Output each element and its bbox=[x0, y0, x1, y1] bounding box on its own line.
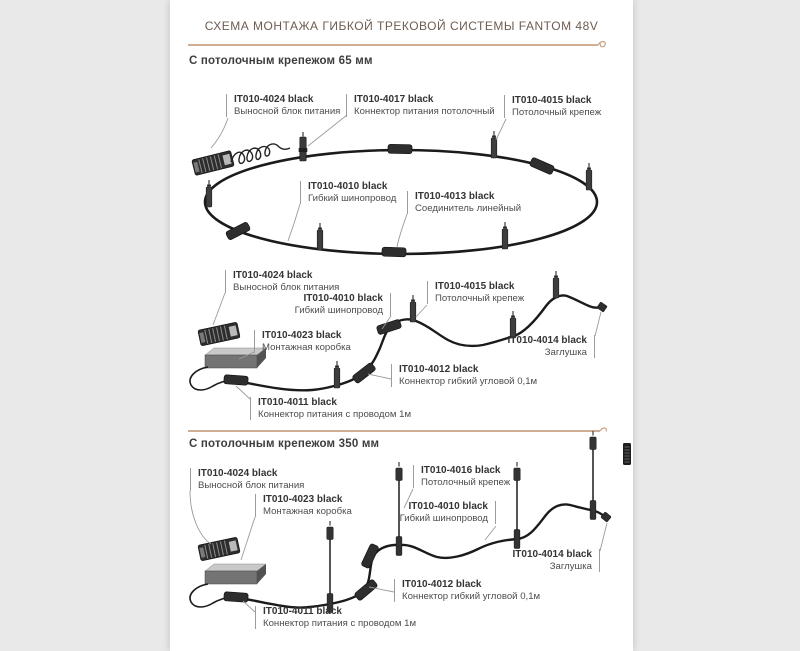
pendant-track-clamp bbox=[514, 530, 520, 549]
part-code: IT010-4015 black bbox=[435, 281, 515, 292]
component-label-corner-connector bbox=[391, 364, 537, 387]
part-desc: Соединитель линейный bbox=[415, 202, 522, 214]
page-title: СХЕМА МОНТАЖА ГИБКОЙ ТРЕКОВОЙ СИСТЕМЫ FANTOM 48V bbox=[204, 19, 599, 33]
component-label-power-connector bbox=[250, 397, 411, 420]
ceiling-mount bbox=[334, 361, 340, 388]
linear-connector bbox=[529, 157, 555, 175]
section-heading-65mm: С потолочным крепежом 65 мм bbox=[189, 55, 373, 67]
part-code: IT010-4014 black bbox=[512, 549, 592, 560]
ceiling-mount bbox=[586, 163, 592, 190]
component-label-flex-track bbox=[300, 181, 396, 204]
component-label-power-supply bbox=[225, 270, 339, 293]
part-desc: Заглушка bbox=[549, 560, 592, 572]
ceiling-mount bbox=[491, 131, 497, 158]
component-label-ceiling-mount bbox=[413, 465, 510, 488]
pendant-mount-head bbox=[396, 462, 402, 481]
component-label-power-supply bbox=[226, 94, 340, 117]
corner-connector bbox=[361, 543, 379, 569]
power-supply-unit bbox=[198, 537, 240, 561]
ceiling-mount bbox=[502, 222, 508, 249]
component-label-linear-connector bbox=[407, 191, 521, 214]
part-desc: Коннектор питания с проводом 1м bbox=[258, 408, 412, 420]
part-code: IT010-4023 black bbox=[263, 494, 343, 505]
section-heading-350mm: С потолочным крепежом 350 мм bbox=[189, 438, 380, 450]
part-code: IT010-4024 black bbox=[233, 270, 313, 281]
component-label-corner-connector bbox=[394, 579, 540, 602]
component-label-mounting-box bbox=[255, 494, 352, 517]
part-desc: Потолочный крепеж bbox=[512, 106, 602, 118]
power-supply-unit bbox=[192, 150, 235, 175]
part-desc: Коннектор гибкий угловой 0,1м bbox=[399, 375, 538, 387]
ceiling-power-connector bbox=[299, 132, 308, 161]
part-code: IT010-4012 black bbox=[399, 364, 479, 375]
component-label-flex-track bbox=[400, 501, 496, 524]
part-code: IT010-4010 black bbox=[303, 293, 383, 304]
divider-line-middle bbox=[188, 428, 606, 431]
part-desc: Гибкий шинопровод bbox=[308, 192, 397, 204]
linear-connector bbox=[388, 144, 412, 153]
power-connector-cord bbox=[224, 375, 249, 386]
barcode-sticker bbox=[623, 443, 631, 465]
power-connector-cord bbox=[224, 592, 249, 603]
part-code: IT010-4012 black bbox=[402, 579, 482, 590]
part-desc: Потолочный крепеж bbox=[435, 292, 525, 304]
part-desc: Коннектор питания с проводом 1м bbox=[263, 617, 417, 629]
component-label-power-connector bbox=[255, 606, 416, 629]
ceiling-mount bbox=[410, 295, 416, 322]
pendant-mount-head bbox=[514, 462, 520, 481]
part-desc: Коннектор питания потолочный bbox=[354, 105, 495, 117]
mounting-box bbox=[205, 564, 266, 584]
part-code: IT010-4016 black bbox=[421, 465, 501, 476]
component-label-ceiling-mount bbox=[504, 95, 601, 118]
part-desc: Выносной блок питания bbox=[233, 281, 340, 293]
part-code: IT010-4010 black bbox=[308, 181, 388, 192]
end-cap bbox=[597, 302, 608, 312]
part-desc: Гибкий шинопровод bbox=[294, 304, 383, 316]
component-label-ceiling-connector bbox=[346, 94, 495, 117]
ceiling-mount bbox=[206, 180, 212, 207]
part-code: IT010-4014 black bbox=[507, 335, 587, 346]
corner-connector bbox=[352, 362, 376, 384]
linear-connector bbox=[225, 222, 250, 241]
pendant-mount-head bbox=[590, 431, 596, 450]
ceiling-mount bbox=[553, 271, 559, 298]
corner-connector bbox=[376, 319, 402, 335]
part-desc: Монтажная коробка bbox=[263, 505, 352, 517]
component-label-ceiling-mount bbox=[427, 281, 524, 304]
pendant-track-clamp bbox=[590, 501, 596, 520]
component-label-end-cap bbox=[513, 549, 601, 572]
component-label-power-supply bbox=[190, 468, 304, 491]
part-code: IT010-4011 black bbox=[258, 397, 337, 408]
component-label-flex-track bbox=[295, 293, 391, 316]
part-desc: Выносной блок питания bbox=[234, 105, 341, 117]
part-code: IT010-4013 black bbox=[415, 191, 495, 202]
part-desc: Выносной блок питания bbox=[198, 479, 305, 491]
linear-connector bbox=[382, 247, 406, 257]
part-desc: Коннектор гибкий угловой 0,1м bbox=[402, 590, 541, 602]
power-supply-unit bbox=[198, 322, 240, 346]
pendant-mount-head bbox=[327, 521, 333, 540]
part-code: IT010-4015 black bbox=[512, 95, 592, 106]
divider-line-top bbox=[188, 42, 605, 47]
ceiling-mount bbox=[510, 311, 516, 338]
part-desc: Потолочный крепеж bbox=[421, 476, 511, 488]
part-code: IT010-4010 black bbox=[408, 501, 488, 512]
corner-connector bbox=[354, 579, 378, 601]
component-label-mounting-box bbox=[254, 330, 351, 353]
part-desc: Заглушка bbox=[544, 346, 587, 358]
part-code: IT010-4024 black bbox=[198, 468, 278, 479]
part-code: IT010-4011 black bbox=[263, 606, 342, 617]
pendant-track-clamp bbox=[396, 537, 402, 556]
part-desc: Гибкий шинопровод bbox=[399, 512, 488, 524]
ceiling-mount bbox=[317, 223, 323, 250]
part-code: IT010-4023 black bbox=[262, 330, 342, 341]
part-code: IT010-4017 black bbox=[354, 94, 434, 105]
part-code: IT010-4024 black bbox=[234, 94, 314, 105]
part-desc: Монтажная коробка bbox=[262, 341, 351, 353]
component-label-end-cap bbox=[508, 335, 596, 358]
